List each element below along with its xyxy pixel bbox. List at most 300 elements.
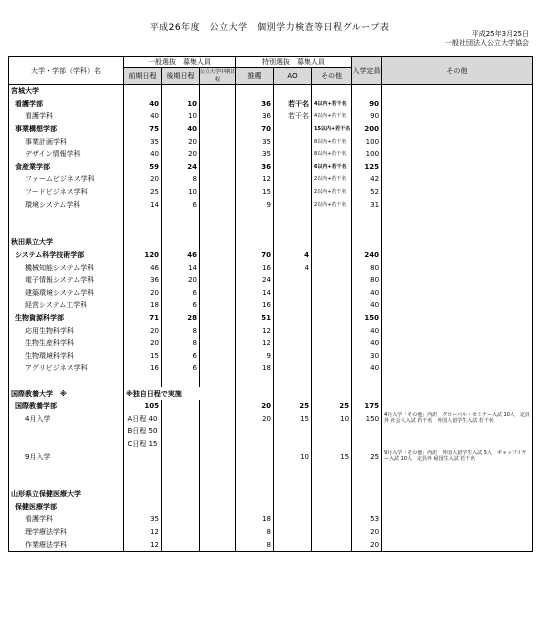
cell-cap: 150	[352, 412, 382, 425]
cell-ao	[274, 173, 312, 186]
cell-ao	[274, 501, 312, 514]
table-row	[9, 135, 533, 148]
cell-late	[162, 375, 200, 388]
document-organization: 一般社団法人公立大学協会	[445, 39, 529, 47]
cell-other	[312, 287, 352, 300]
cell-name: 国際教養大学 ※	[9, 387, 124, 400]
cell-cap: 40	[352, 324, 382, 337]
cell-mid	[200, 148, 236, 161]
cell-name	[9, 211, 124, 224]
table-row	[9, 98, 533, 111]
header-name: 大学・学部（学科）名	[9, 57, 124, 85]
cell-rec: 9	[236, 198, 274, 211]
cell-ao: 10	[274, 450, 312, 463]
cell-note	[382, 148, 533, 161]
cell-ao	[274, 198, 312, 211]
cell-name: デザイン情報学科	[9, 148, 124, 161]
cell-name	[9, 375, 124, 388]
cell-mid	[200, 463, 236, 476]
cell-late	[162, 236, 200, 249]
cell-rec: 14	[236, 287, 274, 300]
cell-cap: 90	[352, 98, 382, 111]
cell-other	[312, 538, 352, 551]
cell-mid	[200, 98, 236, 111]
cell-rec	[236, 488, 274, 501]
cell-mid	[200, 425, 236, 438]
table-row	[9, 299, 533, 312]
cell-late	[162, 85, 200, 98]
cell-cap: 240	[352, 249, 382, 262]
cell-ao	[274, 425, 312, 438]
cell-name	[9, 425, 124, 438]
cell-cap: 175	[352, 400, 382, 413]
cell-rec	[236, 425, 274, 438]
table-row	[9, 186, 533, 199]
cell-other	[312, 249, 352, 262]
cell-cap: 30	[352, 349, 382, 362]
header-special-group: 特別選抜 募集人員	[236, 57, 352, 68]
cell-note	[382, 375, 533, 388]
table-row	[9, 173, 533, 186]
cell-name	[9, 475, 124, 488]
table-body	[9, 85, 533, 552]
cell-ao	[274, 324, 312, 337]
table-row	[9, 501, 533, 514]
cell-early: 35	[124, 135, 162, 148]
cell-note	[382, 135, 533, 148]
cell-late	[162, 425, 200, 438]
cell-rec: 20	[236, 412, 274, 425]
cell-name: 建築環境システム学科	[9, 287, 124, 300]
cell-ao: 若干名	[274, 98, 312, 111]
cell-early: 20	[124, 324, 162, 337]
cell-name: システム科学技術学部	[9, 249, 124, 262]
cell-other	[312, 349, 352, 362]
table-row	[9, 463, 533, 476]
cell-note	[382, 513, 533, 526]
cell-name: 経営システム工学科	[9, 299, 124, 312]
cell-name: フードビジネス学科	[9, 186, 124, 199]
cell-late: 20	[162, 148, 200, 161]
cell-other	[312, 513, 352, 526]
cell-late	[162, 513, 200, 526]
cell-note	[382, 261, 533, 274]
cell-note: 4月入学「その他」内訳 グローバル・セミナー入試 10人 定員外 社会人入試 若干名 外国人留学生入試 若干名	[382, 412, 533, 425]
cell-late	[162, 211, 200, 224]
cell-rec: 51	[236, 312, 274, 325]
cell-early: 18	[124, 299, 162, 312]
cell-rec: 70	[236, 123, 274, 136]
cell-ao	[274, 148, 312, 161]
cell-ao	[274, 375, 312, 388]
cell-early: 75	[124, 123, 162, 136]
cell-other	[312, 463, 352, 476]
cell-other: 15以内+若干名	[312, 123, 352, 136]
cell-name: 応用生物科学科	[9, 324, 124, 337]
cell-mid	[200, 488, 236, 501]
cell-ao	[274, 337, 312, 350]
cell-name	[9, 463, 124, 476]
cell-ao	[274, 538, 312, 551]
table-row	[9, 211, 533, 224]
cell-mid	[200, 450, 236, 463]
cell-mid	[200, 173, 236, 186]
cell-mid	[200, 236, 236, 249]
cell-mid	[200, 198, 236, 211]
cell-rec	[236, 85, 274, 98]
cell-late	[162, 224, 200, 237]
cell-mid	[200, 400, 236, 413]
cell-cap: 40	[352, 299, 382, 312]
cell-late	[162, 450, 200, 463]
cell-other	[312, 261, 352, 274]
cell-late: 46	[162, 249, 200, 262]
cell-early	[124, 501, 162, 514]
cell-cap: 40	[352, 362, 382, 375]
cell-mid	[200, 475, 236, 488]
table-row	[9, 349, 533, 362]
cell-late	[162, 526, 200, 539]
cell-rec	[236, 438, 274, 451]
cell-other	[312, 475, 352, 488]
cell-note	[382, 236, 533, 249]
cell-mid	[200, 224, 236, 237]
cell-name: アグリビジネス学科	[9, 362, 124, 375]
cell-rec	[236, 236, 274, 249]
cell-early	[124, 236, 162, 249]
cell-name: 理学療法学科	[9, 526, 124, 539]
cell-late: 28	[162, 312, 200, 325]
cell-other: 8以内+若干名	[312, 148, 352, 161]
cell-other	[312, 274, 352, 287]
cell-early: 12	[124, 526, 162, 539]
cell-note	[382, 249, 533, 262]
cell-name: 生物資源科学部	[9, 312, 124, 325]
cell-other: 25	[312, 400, 352, 413]
cell-rec: 36	[236, 110, 274, 123]
cell-other	[312, 324, 352, 337]
table-row	[9, 375, 533, 388]
header-ao: AO	[274, 68, 312, 85]
cell-ao	[274, 274, 312, 287]
cell-rec: 35	[236, 148, 274, 161]
cell-early	[124, 488, 162, 501]
cell-name: 保健医療学部	[9, 501, 124, 514]
cell-other	[312, 85, 352, 98]
cell-note	[382, 501, 533, 514]
table-row	[9, 161, 533, 174]
cell-cap: 100	[352, 148, 382, 161]
cell-other	[312, 337, 352, 350]
cell-late: 10	[162, 186, 200, 199]
cell-mid	[200, 312, 236, 325]
cell-other: 6以内+若干名	[312, 161, 352, 174]
document-title: 平成26年度 公立大学 個別学力検査等日程グループ表	[149, 23, 390, 33]
cell-name: 国際教養学部	[9, 400, 124, 413]
cell-late	[162, 488, 200, 501]
cell-note	[382, 224, 533, 237]
cell-other: 2以内+若干名	[312, 186, 352, 199]
cell-early: 20	[124, 287, 162, 300]
cell-name: 看護学部	[9, 98, 124, 111]
cell-early: ※独自日程で実施	[124, 387, 236, 400]
cell-cap: 80	[352, 274, 382, 287]
cell-name	[9, 438, 124, 451]
cell-rec: 70	[236, 249, 274, 262]
cell-cap: 150	[352, 312, 382, 325]
cell-late: 6	[162, 349, 200, 362]
cell-other	[312, 299, 352, 312]
cell-early: 120	[124, 249, 162, 262]
table-row	[9, 438, 533, 451]
cell-ao	[274, 312, 312, 325]
cell-late: 10	[162, 110, 200, 123]
cell-early: 12	[124, 538, 162, 551]
cell-other	[312, 387, 352, 400]
cell-name: 看護学科	[9, 110, 124, 123]
cell-early: 25	[124, 186, 162, 199]
cell-early	[124, 450, 162, 463]
cell-note	[382, 400, 533, 413]
table-row	[9, 513, 533, 526]
cell-cap	[352, 425, 382, 438]
header-capacity: 入学定員	[352, 57, 382, 85]
cell-name	[9, 224, 124, 237]
document-date: 平成25年3月25日	[471, 30, 529, 38]
cell-early: 15	[124, 349, 162, 362]
table-row	[9, 224, 533, 237]
table-row	[9, 362, 533, 375]
cell-rec: 16	[236, 261, 274, 274]
cell-note	[382, 463, 533, 476]
cell-ao	[274, 526, 312, 539]
table-row	[9, 412, 533, 425]
table-row	[9, 538, 533, 551]
cell-cap	[352, 438, 382, 451]
cell-note	[382, 198, 533, 211]
cell-name: 電子情報システム学科	[9, 274, 124, 287]
schedule-table	[8, 56, 533, 552]
header-mid: 公立大学中期日程	[200, 69, 236, 83]
cell-early: 40	[124, 148, 162, 161]
cell-mid	[200, 299, 236, 312]
table-row	[9, 450, 533, 463]
table-row	[9, 400, 533, 413]
table-row	[9, 148, 533, 161]
cell-mid	[200, 186, 236, 199]
cell-name: 9月入学	[9, 450, 124, 463]
cell-rec	[236, 211, 274, 224]
cell-ao	[274, 85, 312, 98]
cell-rec: 36	[236, 161, 274, 174]
cell-mid	[200, 526, 236, 539]
cell-ao: 4	[274, 261, 312, 274]
cell-mid	[200, 85, 236, 98]
cell-name: ファームビジネス学科	[9, 173, 124, 186]
cell-ao	[274, 161, 312, 174]
cell-note	[382, 211, 533, 224]
cell-early: 16	[124, 362, 162, 375]
cell-early: 14	[124, 198, 162, 211]
table-row	[9, 287, 533, 300]
table-row	[9, 475, 533, 488]
cell-early: 36	[124, 274, 162, 287]
cell-note	[382, 299, 533, 312]
cell-late	[162, 412, 200, 425]
cell-note	[382, 526, 533, 539]
cell-note	[382, 123, 533, 136]
cell-cap: 125	[352, 161, 382, 174]
header-early: 前期日程	[124, 68, 162, 85]
cell-other	[312, 526, 352, 539]
cell-rec: 18	[236, 513, 274, 526]
cell-cap: 40	[352, 287, 382, 300]
cell-name: 事業構想学部	[9, 123, 124, 136]
cell-note	[382, 387, 533, 400]
cell-rec: 9	[236, 349, 274, 362]
cell-late: 6	[162, 287, 200, 300]
cell-mid	[200, 261, 236, 274]
cell-note	[382, 337, 533, 350]
cell-ao	[274, 475, 312, 488]
cell-other	[312, 236, 352, 249]
header-other: その他	[312, 68, 352, 85]
cell-name: 山形県立保健医療大学	[9, 488, 124, 501]
cell-early: 35	[124, 513, 162, 526]
cell-mid	[200, 123, 236, 136]
cell-cap	[352, 85, 382, 98]
header-general-group: 一般選抜 募集人員	[124, 57, 236, 68]
cell-rec	[236, 375, 274, 388]
cell-other: 2以内+若干名	[312, 173, 352, 186]
cell-name: 秋田県立大学	[9, 236, 124, 249]
table-row	[9, 249, 533, 262]
cell-mid	[200, 324, 236, 337]
cell-note	[382, 98, 533, 111]
cell-rec: 20	[236, 400, 274, 413]
cell-ao: 4	[274, 249, 312, 262]
cell-mid	[200, 412, 236, 425]
cell-rec: 8	[236, 526, 274, 539]
cell-ao	[274, 513, 312, 526]
cell-late	[162, 538, 200, 551]
cell-ao	[274, 362, 312, 375]
cell-name: 事業計画学科	[9, 135, 124, 148]
cell-early: 71	[124, 312, 162, 325]
cell-late: 14	[162, 261, 200, 274]
cell-late: 40	[162, 123, 200, 136]
cell-note	[382, 312, 533, 325]
cell-ao	[274, 349, 312, 362]
cell-other: 10	[312, 412, 352, 425]
cell-late: 8	[162, 337, 200, 350]
header-notes: その他	[382, 57, 533, 85]
cell-ao: 若干名	[274, 110, 312, 123]
cell-note	[382, 362, 533, 375]
cell-ao: 15	[274, 412, 312, 425]
cell-early: 40	[124, 98, 162, 111]
cell-mid	[200, 135, 236, 148]
cell-cap	[352, 387, 382, 400]
cell-mid	[200, 287, 236, 300]
cell-mid	[200, 362, 236, 375]
cell-cap	[352, 375, 382, 388]
cell-cap	[352, 488, 382, 501]
cell-early	[124, 224, 162, 237]
cell-late: 20	[162, 274, 200, 287]
cell-name: 機械知能システム学科	[9, 261, 124, 274]
cell-name: 食産業学部	[9, 161, 124, 174]
cell-late: 6	[162, 198, 200, 211]
cell-name: 環境システム学科	[9, 198, 124, 211]
cell-note	[382, 287, 533, 300]
table-row	[9, 110, 533, 123]
cell-cap	[352, 501, 382, 514]
table-row	[9, 274, 533, 287]
cell-cap: 42	[352, 173, 382, 186]
cell-late: 8	[162, 173, 200, 186]
header-recommendation: 推薦	[236, 68, 274, 85]
cell-other	[312, 362, 352, 375]
cell-cap: 52	[352, 186, 382, 199]
table-row	[9, 85, 533, 98]
cell-rec	[236, 463, 274, 476]
cell-early: 105	[124, 400, 162, 413]
cell-other	[312, 425, 352, 438]
table-row	[9, 425, 533, 438]
cell-early: B日程 50	[124, 425, 162, 438]
cell-early	[124, 85, 162, 98]
cell-note	[382, 425, 533, 438]
cell-rec: 15	[236, 186, 274, 199]
cell-note	[382, 274, 533, 287]
cell-note	[382, 161, 533, 174]
cell-note	[382, 324, 533, 337]
cell-rec	[236, 501, 274, 514]
cell-name: 看護学科	[9, 513, 124, 526]
cell-rec	[236, 450, 274, 463]
cell-mid	[200, 110, 236, 123]
cell-cap: 20	[352, 538, 382, 551]
cell-early: 46	[124, 261, 162, 274]
cell-other: 8以内+若干名	[312, 135, 352, 148]
cell-rec	[236, 224, 274, 237]
cell-mid	[200, 161, 236, 174]
header-late: 後期日程	[162, 68, 200, 85]
cell-ao: 25	[274, 400, 312, 413]
cell-other	[312, 501, 352, 514]
table-row	[9, 198, 533, 211]
cell-cap: 90	[352, 110, 382, 123]
cell-mid	[200, 501, 236, 514]
cell-rec: 12	[236, 337, 274, 350]
cell-other: 15	[312, 450, 352, 463]
cell-cap: 200	[352, 123, 382, 136]
cell-ao	[274, 488, 312, 501]
cell-early	[124, 211, 162, 224]
cell-early: 20	[124, 337, 162, 350]
cell-cap: 40	[352, 337, 382, 350]
cell-other: 2以内+若干名	[312, 198, 352, 211]
cell-mid	[200, 438, 236, 451]
cell-rec: 16	[236, 299, 274, 312]
cell-late	[162, 501, 200, 514]
cell-ao	[274, 123, 312, 136]
cell-note	[382, 438, 533, 451]
cell-mid	[200, 538, 236, 551]
cell-ao	[274, 387, 312, 400]
table-row	[9, 261, 533, 274]
